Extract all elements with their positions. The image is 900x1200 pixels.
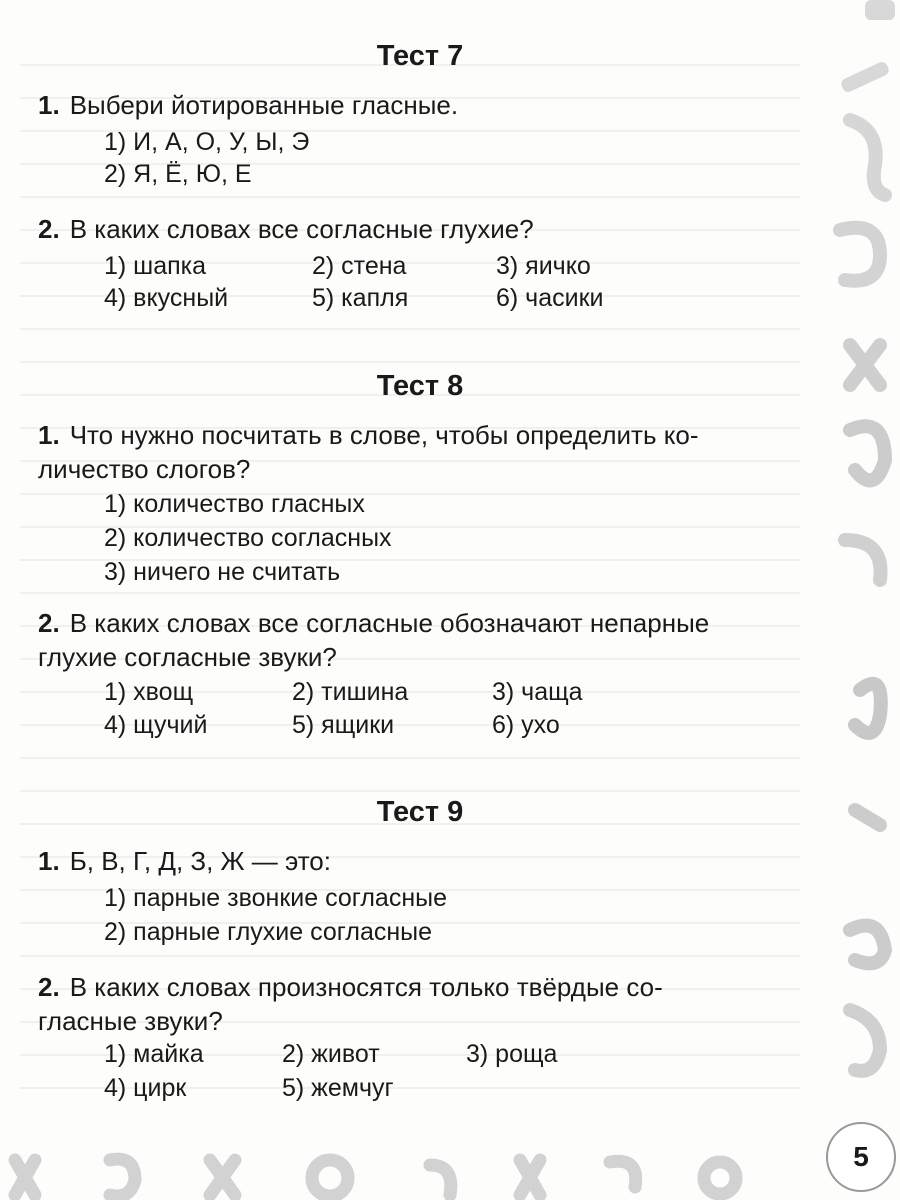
test-7-question-1 bbox=[38, 88, 818, 122]
test-9-question-1 bbox=[38, 844, 818, 878]
option: 2) живот bbox=[282, 1040, 380, 1068]
option: 1) И, А, О, У, Ы, Э bbox=[104, 128, 310, 156]
decorative-bottom-letters-icon bbox=[0, 1140, 820, 1200]
option: 4) цирк bbox=[104, 1074, 187, 1102]
page-number: 5 bbox=[826, 1122, 896, 1192]
option: 4) вкусный bbox=[104, 284, 229, 312]
option: 3) чаща bbox=[492, 678, 583, 706]
decorative-letter-border-icon bbox=[810, 0, 900, 1200]
test-7-question-2 bbox=[38, 212, 818, 246]
option: 4) щучий bbox=[104, 711, 208, 739]
option: 1) количество гласных bbox=[104, 490, 365, 518]
option: 3) ничего не считать bbox=[104, 558, 341, 586]
option: 2) тишина bbox=[292, 678, 409, 706]
test-8-question-2 bbox=[38, 606, 818, 674]
option: 3) роща bbox=[466, 1040, 558, 1068]
option: 6) часики bbox=[496, 284, 604, 312]
question-number: 1. bbox=[38, 846, 60, 876]
question-text: Б, В, Г, Д, З, Ж — это: bbox=[69, 846, 331, 876]
question-text-line2: гласные звуки? bbox=[38, 1006, 223, 1036]
option: 5) ящики bbox=[292, 711, 395, 739]
test-8-question-1 bbox=[38, 418, 818, 486]
option: 3) яичко bbox=[496, 252, 591, 280]
question-number: 1. bbox=[38, 90, 60, 120]
question-text-line1: В каких словах произносятся только твёрдые со- bbox=[69, 972, 663, 1002]
option: 2) Я, Ё, Ю, Е bbox=[104, 160, 252, 188]
question-number: 1. bbox=[38, 420, 60, 450]
option: 2) количество согласных bbox=[104, 524, 392, 552]
option: 5) жемчуг bbox=[282, 1074, 394, 1102]
question-text-line1: Что нужно посчитать в слове, чтобы определить ко- bbox=[69, 420, 699, 450]
option: 6) ухо bbox=[492, 711, 560, 739]
question-number: 2. bbox=[38, 608, 60, 638]
test-9-question-2 bbox=[38, 970, 818, 1038]
question-text: В каких словах все согласные глухие? bbox=[69, 214, 534, 244]
question-text-line1: В каких словах все согласные обозначают непарные bbox=[69, 608, 710, 638]
option: 5) капля bbox=[312, 284, 409, 312]
option: 2) парные глухие согласные bbox=[104, 918, 433, 946]
option: 1) шапка bbox=[104, 252, 207, 280]
question-text: Выбери йотированные гласные. bbox=[69, 90, 459, 120]
option: 1) парные звонкие согласные bbox=[104, 884, 447, 912]
question-number: 2. bbox=[38, 214, 60, 244]
test-7-title: Тест 7 bbox=[376, 40, 464, 72]
question-text-line2: глухие согласные звуки? bbox=[38, 642, 337, 672]
test-9-title: Тест 9 bbox=[376, 796, 464, 828]
question-text-line2: личество слогов? bbox=[38, 454, 251, 484]
option: 1) майка bbox=[104, 1040, 204, 1068]
option: 1) хвощ bbox=[104, 678, 194, 706]
question-number: 2. bbox=[38, 972, 60, 1002]
option: 2) стена bbox=[312, 252, 407, 280]
test-8-title: Тест 8 bbox=[376, 370, 464, 402]
